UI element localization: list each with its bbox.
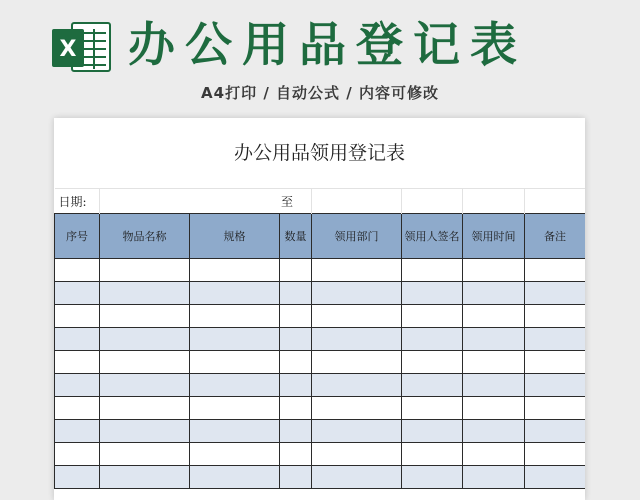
- table-cell[interactable]: [280, 305, 312, 328]
- table-cell[interactable]: [55, 305, 100, 328]
- table-cell[interactable]: [463, 259, 525, 282]
- table-cell[interactable]: [463, 420, 525, 443]
- column-header: 领用人签名: [402, 214, 463, 259]
- table-cell[interactable]: [525, 282, 585, 305]
- table-row: [55, 328, 586, 351]
- date-row: [55, 189, 586, 214]
- column-header: 物品名称: [100, 214, 190, 259]
- table-cell[interactable]: [525, 305, 585, 328]
- table-cell[interactable]: [55, 282, 100, 305]
- table-cell[interactable]: [100, 466, 190, 489]
- table-cell[interactable]: [190, 443, 280, 466]
- column-header: 领用部门: [312, 214, 402, 259]
- table-cell[interactable]: [280, 443, 312, 466]
- table-cell[interactable]: [100, 443, 190, 466]
- column-header: 备注: [525, 214, 585, 259]
- register-table: [54, 188, 585, 489]
- table-cell[interactable]: [402, 420, 463, 443]
- table-cell[interactable]: [280, 374, 312, 397]
- table-cell[interactable]: [463, 443, 525, 466]
- table-cell[interactable]: [463, 305, 525, 328]
- svg-text:X: X: [59, 37, 77, 62]
- page-subheadline: A4打印 / 自动公式 / 内容可修改: [201, 84, 439, 102]
- column-header: 领用时间: [463, 214, 525, 259]
- table-cell[interactable]: [100, 374, 190, 397]
- table-cell[interactable]: [312, 397, 402, 420]
- table-row: [55, 420, 586, 443]
- table-cell[interactable]: [312, 282, 402, 305]
- table-cell[interactable]: [280, 259, 312, 282]
- table-cell[interactable]: [525, 374, 585, 397]
- table-cell[interactable]: [55, 328, 100, 351]
- table-cell[interactable]: [402, 282, 463, 305]
- table-cell[interactable]: [402, 397, 463, 420]
- table-cell[interactable]: [525, 397, 585, 420]
- table-cell[interactable]: [463, 374, 525, 397]
- table-cell[interactable]: [525, 259, 585, 282]
- table-cell[interactable]: [55, 466, 100, 489]
- date-cell[interactable]: [525, 189, 585, 214]
- table-cell[interactable]: [190, 374, 280, 397]
- table-cell[interactable]: [55, 397, 100, 420]
- table-cell[interactable]: [312, 374, 402, 397]
- page-headline: 办公用品登记表: [128, 18, 527, 73]
- table-cell[interactable]: [190, 420, 280, 443]
- table-cell[interactable]: [55, 420, 100, 443]
- table-row: [55, 259, 586, 282]
- sheet-title: 办公用品领用登记表: [233, 142, 405, 164]
- table-cell[interactable]: [280, 420, 312, 443]
- table-cell[interactable]: [55, 351, 100, 374]
- table-cell[interactable]: [190, 259, 280, 282]
- table-cell[interactable]: [402, 443, 463, 466]
- table-cell[interactable]: [100, 397, 190, 420]
- spreadsheet-preview: [54, 118, 585, 500]
- date-cell[interactable]: [463, 189, 525, 214]
- table-body: [55, 259, 586, 489]
- table-cell[interactable]: [525, 328, 585, 351]
- table-cell[interactable]: [312, 443, 402, 466]
- table-cell[interactable]: [312, 305, 402, 328]
- table-cell[interactable]: [100, 305, 190, 328]
- table-cell[interactable]: [402, 259, 463, 282]
- table-cell[interactable]: [402, 351, 463, 374]
- table-cell[interactable]: [55, 259, 100, 282]
- table-cell[interactable]: [312, 259, 402, 282]
- table-row: [55, 374, 586, 397]
- table-row: [55, 397, 586, 420]
- table-cell[interactable]: [190, 328, 280, 351]
- table-cell[interactable]: [402, 328, 463, 351]
- table-cell[interactable]: [463, 397, 525, 420]
- table-cell[interactable]: [55, 374, 100, 397]
- table-cell[interactable]: [402, 466, 463, 489]
- column-header: 数量: [280, 214, 312, 259]
- table-row: [55, 282, 586, 305]
- excel-logo-icon: [52, 19, 112, 75]
- date-label: 日期:: [55, 189, 100, 214]
- table-cell[interactable]: [100, 351, 190, 374]
- table-cell[interactable]: [312, 328, 402, 351]
- table-cell[interactable]: [525, 466, 585, 489]
- table-cell[interactable]: [100, 420, 190, 443]
- table-cell[interactable]: [525, 443, 585, 466]
- table-cell[interactable]: [280, 328, 312, 351]
- table-cell[interactable]: [100, 328, 190, 351]
- table-cell[interactable]: [312, 466, 402, 489]
- table-row: [55, 466, 586, 489]
- date-cell[interactable]: [402, 189, 463, 214]
- table-row: [55, 443, 586, 466]
- table-row: [55, 351, 586, 374]
- table-cell[interactable]: [190, 351, 280, 374]
- table-cell[interactable]: [190, 282, 280, 305]
- table-cell[interactable]: [55, 443, 100, 466]
- table-cell[interactable]: [100, 259, 190, 282]
- column-header: 规格: [190, 214, 280, 259]
- table-cell[interactable]: [312, 351, 402, 374]
- table-cell[interactable]: [463, 328, 525, 351]
- table-cell[interactable]: [525, 420, 585, 443]
- table-cell[interactable]: [312, 420, 402, 443]
- table-cell[interactable]: [402, 374, 463, 397]
- table-cell[interactable]: [100, 282, 190, 305]
- table-cell[interactable]: [402, 305, 463, 328]
- table-cell[interactable]: [280, 282, 312, 305]
- table-cell[interactable]: [190, 466, 280, 489]
- date-to-label: 至: [100, 189, 312, 214]
- table-row: [55, 305, 586, 328]
- header-row: [55, 214, 586, 259]
- table-cell[interactable]: [525, 351, 585, 374]
- table-cell[interactable]: [463, 466, 525, 489]
- table-cell[interactable]: [463, 282, 525, 305]
- table-cell[interactable]: [280, 351, 312, 374]
- table-cell[interactable]: [190, 397, 280, 420]
- table-cell[interactable]: [463, 351, 525, 374]
- date-cell[interactable]: [312, 189, 402, 214]
- table-cell[interactable]: [280, 466, 312, 489]
- column-header: 序号: [55, 214, 100, 259]
- banner: [0, 0, 640, 118]
- table-cell[interactable]: [280, 397, 312, 420]
- table-cell[interactable]: [190, 305, 280, 328]
